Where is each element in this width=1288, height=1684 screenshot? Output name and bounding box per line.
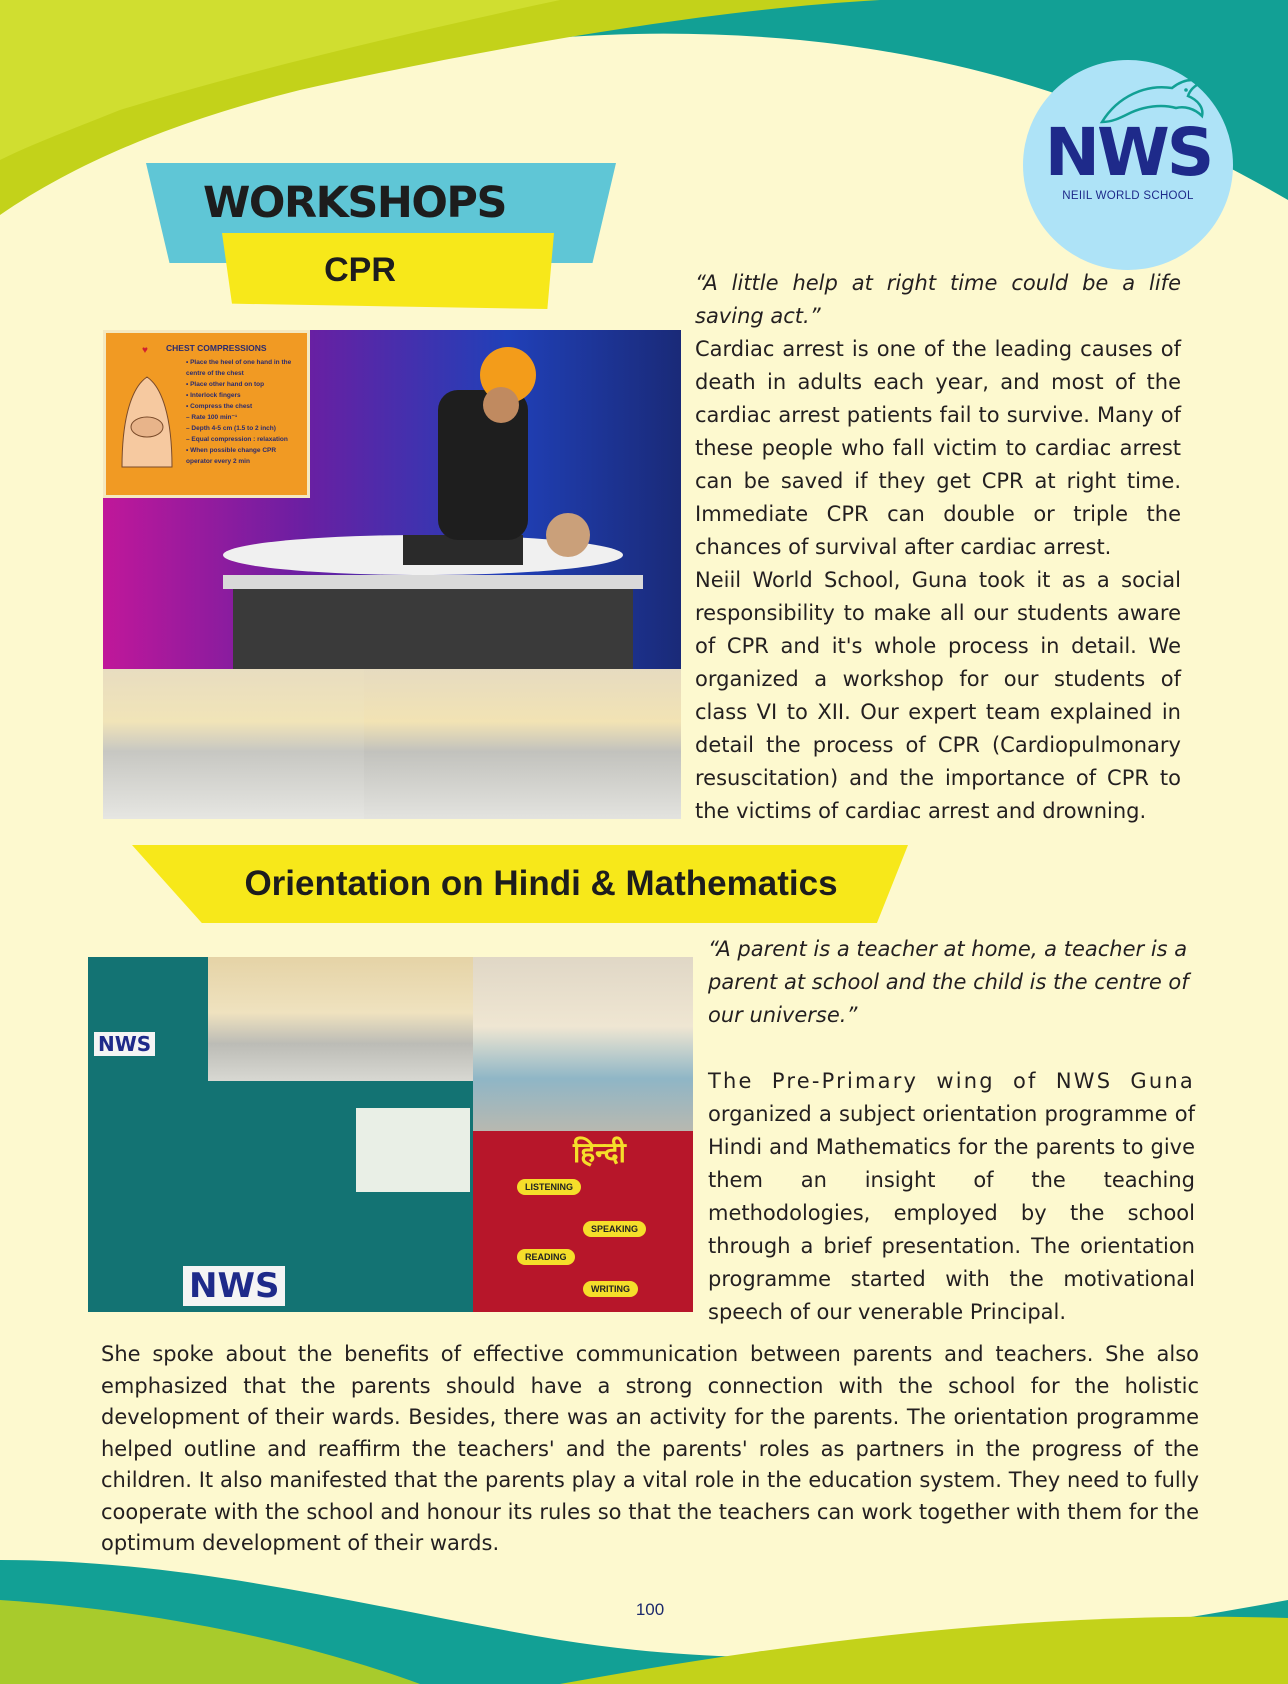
orientation-body [708,1065,1195,1329]
orientation-rest: organized a subject orientation programme of Hindi and Mathematics for the parents to give them an insight of the teaching methodologies, employed by the school through a brief presentation. The orientation programme started with the motivational speech of our venerable Principal. [708,1102,1195,1324]
hindi-board-title: हिन्दी [573,1136,626,1169]
logo-subtitle: NEIIL WORLD SCHOOL [1062,190,1194,202]
orientation-photo-parents [473,957,693,1131]
section-heading-workshops: WORKSHOPS [203,178,506,228]
chart-title: CHEST COMPRESSIONS [166,343,267,353]
orientation-lead: The Pre-Primary wing of NWS Guna [708,1069,1195,1093]
chip-listening: LISTENING [517,1179,581,1195]
chip-reading: READING [517,1249,575,1265]
orientation-photo-language-board [473,1131,693,1312]
chip-writing: WRITING [583,1281,638,1297]
chart-item: – Rate 100 min⁻¹ [186,414,238,421]
chart-item: • Place other hand on top [186,381,265,388]
cpr-paragraph: Cardiac arrest is one of the leading causes of death in adults each year, and most of the cardiac arrest patients fail to survive. Many of these people who fall victim to cardiac arrest can be saved if they get CPR at right time. Immediate CPR can double or triple the chances of survival after cardiac arrest. [695,337,1181,559]
chart-item: – Equal compression : relaxation [186,436,288,443]
cpr-body [695,333,1181,828]
logo-letters: NWS [1044,114,1212,191]
page-number: 100 [635,1600,665,1619]
orientation-quote: “A parent is a teacher at home, a teacher is a parent at school and the child is the centre of our universe.” [708,937,1189,1027]
heart-icon: ♥ [142,345,148,356]
cpr-workshop-students-photo [364,669,681,819]
chart-item: • Interlock fingers [186,392,241,399]
chart-item: • Compress the chest [186,403,253,410]
chart-item: – Depth 4-5 cm (1.5 to 2 inch) [186,425,276,432]
chart-item: • When possible change CPR operator every 2 min [186,447,277,465]
section-heading-orientation: Orientation on Hindi & Mathematics [244,864,838,903]
orientation-photo-speaker [88,957,208,1081]
projector-screen [356,1108,470,1192]
nws-sign: NWS [94,1032,155,1056]
orientation-full-paragraph: She spoke about the benefits of effective communication between parents and teachers. She also emphasized that the parents should have a strong connection with the school for the holistic development of their wards. Besides, there was an activity for the parents. The orientation programme helped outline and reaffirm the teachers' and the parents' roles as partners in the progress of the children. It also manifested that the parents play a vital role in the education system. They need to fully cooperate with the school and honour its rules so that the teachers can work together with them for the optimum development of their wards. [101,1342,1199,1555]
cpr-quote: “A little help at right time could be a life saving act.” [695,271,1181,328]
school-logo [1023,60,1233,270]
chart-item: • Place the heel of one hand in the centre of the chest [186,359,292,377]
chip-speaking: SPEAKING [583,1221,646,1237]
chart-instructions [186,357,303,467]
compression-diagram [112,357,182,477]
orientation-photo-hall [208,957,473,1081]
cpr-workshop-audience-photo [103,669,364,819]
cpr-paragraph: Neiil World School, Guna took it as a social responsibility to make all our students aware of CPR and it's whole process in detail. We organized a workshop for our students of class VI to XII. Our expert team explained in detail the process of CPR (Cardiopulmonary resuscitation) and the importance of CPR to the victims of cardiac arrest and drowning. [695,568,1181,823]
nws-podium-sign: NWS [183,1266,285,1306]
chest-compressions-chart [103,330,310,498]
section-subheading-cpr: CPR [324,251,396,289]
